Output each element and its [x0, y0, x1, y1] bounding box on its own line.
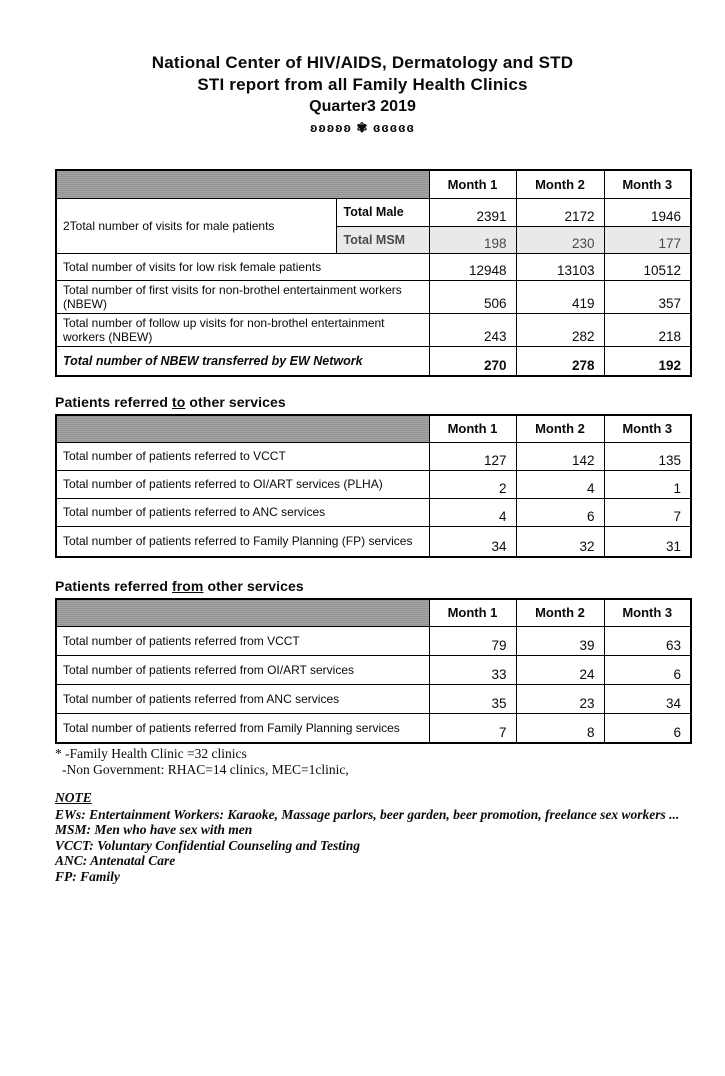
table-row-total-male [56, 198, 691, 226]
note-heading: NOTE [55, 790, 92, 805]
report-title-line2: STI report from all Family Health Clinics [197, 75, 528, 94]
value-cell: 2172 [516, 198, 604, 226]
visits-table-header-row [56, 170, 691, 198]
table-row-nbew-transferred [56, 346, 691, 376]
decorative-ornament: ʚʚʚʚʚ ✾ ɞɞɞɞɞ [310, 120, 415, 135]
heading-text: Patients referred [55, 394, 172, 410]
value-cell: 8 [516, 713, 604, 743]
value-cell: 35 [429, 684, 516, 713]
table-row-referred-from-anc [56, 684, 691, 713]
row-label: Total number of visits for low risk female patients [56, 253, 429, 280]
table-row-referred-to-fp [56, 526, 691, 557]
heading-underlined-word: to [171, 394, 186, 410]
report-title-block [0, 52, 725, 135]
note-item-ews [55, 807, 690, 823]
month-3-header: Month 3 [604, 170, 691, 198]
table-row-referred-from-vcct [56, 626, 691, 655]
value-cell: 34 [429, 526, 516, 557]
table-row-referred-to-vcct [56, 442, 691, 470]
row-label-male-patients: 2Total number of visits for male patients [56, 198, 336, 253]
footnote-clinic-count: * -Family Health Clinic =32 clinics [55, 746, 247, 761]
month-1-header: Month 1 [429, 415, 516, 442]
value-cell: 243 [429, 313, 516, 346]
value-cell: 357 [604, 280, 691, 313]
abbreviation-term: EWs: [55, 806, 86, 822]
value-cell: 33 [429, 655, 516, 684]
value-cell: 1946 [604, 198, 691, 226]
value-cell: 506 [429, 280, 516, 313]
value-cell: 13103 [516, 253, 604, 280]
value-cell: 4 [429, 498, 516, 526]
value-cell: 7 [429, 713, 516, 743]
value-cell: 282 [516, 313, 604, 346]
row-label: Total number of follow up visits for non-brothel entertainment workers (NBEW) [56, 313, 429, 346]
month-2-header: Month 2 [516, 599, 604, 626]
value-cell: 127 [429, 442, 516, 470]
abbreviation-definition: Entertainment Workers: Karaoke, Massage parlors, beer garden, beer promotion, freelance sex workers ... [85, 806, 680, 822]
report-body [55, 169, 690, 884]
value-cell: 63 [604, 626, 691, 655]
value-cell: 278 [516, 346, 604, 376]
row-label: Total number of patients referred from VCCT [56, 626, 429, 655]
note-block [55, 790, 690, 884]
row-label: Total number of patients referred from OI/ART services [56, 655, 429, 684]
sub-label-total-msm: Total MSM [336, 226, 429, 253]
table-row-referred-from-oi-art [56, 655, 691, 684]
value-cell: 1 [604, 470, 691, 498]
value-cell: 142 [516, 442, 604, 470]
referred-from-table [55, 598, 692, 744]
value-cell: 6 [516, 498, 604, 526]
row-label: Total number of patients referred from ANC services [56, 684, 429, 713]
row-label: Total number of patients referred to VCCT [56, 442, 429, 470]
table-row-first-visits-nbew [56, 280, 691, 313]
month-1-header: Month 1 [429, 599, 516, 626]
value-cell: 24 [516, 655, 604, 684]
note-item-msm [55, 822, 690, 838]
value-cell: 79 [429, 626, 516, 655]
value-cell: 12948 [429, 253, 516, 280]
abbreviation-term: ANC: [55, 853, 88, 868]
sub-label-total-male: Total Male [336, 198, 429, 226]
header-blank-cell [56, 170, 429, 198]
value-cell: 31 [604, 526, 691, 557]
value-cell: 4 [516, 470, 604, 498]
month-3-header: Month 3 [604, 599, 691, 626]
heading-text: Patients referred [55, 578, 172, 594]
row-label: Total number of patients referred from Family Planning services [56, 713, 429, 743]
value-cell: 6 [604, 655, 691, 684]
table-row-referred-from-fp [56, 713, 691, 743]
heading-underlined-word: from [171, 578, 204, 594]
table-row-follow-up-visits-nbew [56, 313, 691, 346]
value-cell: 192 [604, 346, 691, 376]
value-cell: 218 [604, 313, 691, 346]
month-2-header: Month 2 [516, 415, 604, 442]
referred-to-table [55, 414, 692, 558]
table-row-referred-to-oi-art [56, 470, 691, 498]
value-cell: 2391 [429, 198, 516, 226]
month-1-header: Month 1 [429, 170, 516, 198]
value-cell: 270 [429, 346, 516, 376]
value-cell: 23 [516, 684, 604, 713]
value-cell: 39 [516, 626, 604, 655]
row-label: Total number of NBEW transferred by EW Network [56, 346, 429, 376]
value-cell: 7 [604, 498, 691, 526]
value-cell: 198 [429, 226, 516, 253]
month-3-header: Month 3 [604, 415, 691, 442]
referred-from-header-row [56, 599, 691, 626]
heading-text: other services [203, 578, 304, 594]
section-heading-referred-to [55, 394, 690, 410]
footnotes [55, 746, 690, 777]
abbreviation-definition: Voluntary Confidential Counseling and Testing [93, 837, 360, 853]
abbreviation-term: FP: [55, 868, 77, 884]
row-label: Total number of patients referred to Family Planning (FP) services [56, 526, 429, 557]
visits-table [55, 169, 692, 377]
note-item-vcct [55, 838, 690, 854]
table-row-referred-to-anc [56, 498, 691, 526]
value-cell: 2 [429, 470, 516, 498]
section-heading-referred-from [55, 578, 690, 594]
value-cell: 6 [604, 713, 691, 743]
abbreviation-term: MSM: [55, 822, 92, 837]
abbreviation-definition: Men who have sex with men [91, 822, 253, 837]
note-item-fp [55, 869, 690, 885]
note-item-anc [55, 853, 690, 869]
heading-text: other services [185, 394, 286, 410]
report-title-line1: National Center of HIV/AIDS, Dermatology and STD [151, 53, 574, 72]
referred-to-header-row [56, 415, 691, 442]
month-2-header: Month 2 [516, 170, 604, 198]
table-row-low-risk-female [56, 253, 691, 280]
value-cell: 135 [604, 442, 691, 470]
value-cell: 177 [604, 226, 691, 253]
value-cell: 230 [516, 226, 604, 253]
row-label: Total number of first visits for non-brothel entertainment workers (NBEW) [56, 280, 429, 313]
row-label: Total number of patients referred to OI/ART services (PLHA) [56, 470, 429, 498]
abbreviation-term: VCCT: [55, 837, 94, 853]
footnote-non-government: -Non Government: RHAC=14 clinics, MEC=1clinic, [62, 761, 349, 777]
header-blank-cell [56, 599, 429, 626]
abbreviation-definition: Antenatal Care [87, 853, 176, 868]
row-label: Total number of patients referred to ANC services [56, 498, 429, 526]
value-cell: 32 [516, 526, 604, 557]
abbreviation-definition: Family [76, 868, 120, 884]
report-title-line3: Quarter3 2019 [309, 98, 416, 115]
value-cell: 419 [516, 280, 604, 313]
header-blank-cell [56, 415, 429, 442]
value-cell: 10512 [604, 253, 691, 280]
value-cell: 34 [604, 684, 691, 713]
